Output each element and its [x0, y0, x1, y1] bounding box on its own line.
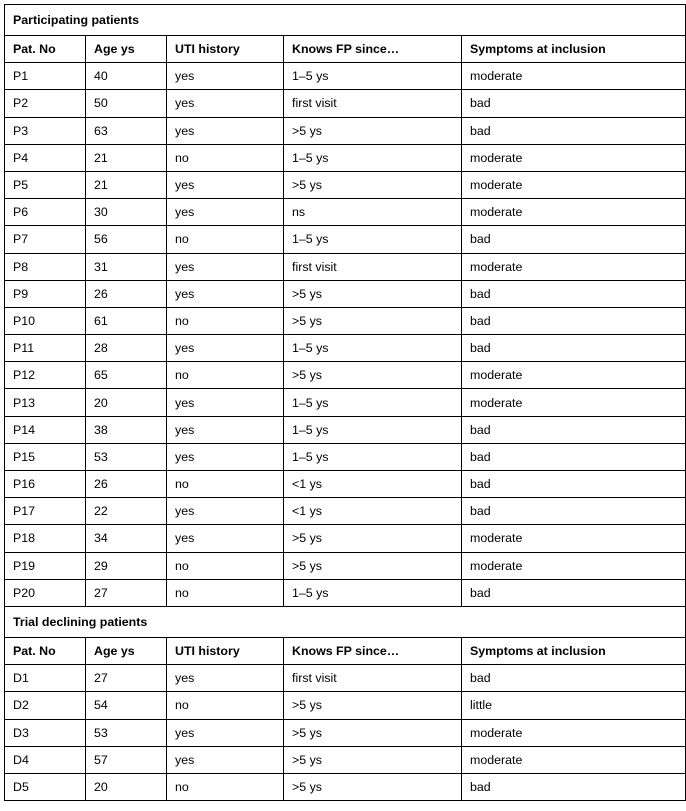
- table-cell: 38: [86, 416, 167, 443]
- table-cell: first visit: [284, 665, 462, 692]
- table-cell: moderate: [462, 171, 686, 198]
- table-cell: P8: [5, 253, 86, 280]
- table-cell: no: [167, 471, 284, 498]
- table-cell: yes: [167, 171, 284, 198]
- table-cell: yes: [167, 665, 284, 692]
- section-title-row: [5, 606, 686, 637]
- table-cell: 28: [86, 335, 167, 362]
- table-cell: no: [167, 362, 284, 389]
- table-cell: P18: [5, 525, 86, 552]
- table-row: [5, 90, 686, 117]
- table-row: [5, 335, 686, 362]
- table-cell: yes: [167, 280, 284, 307]
- table-cell: D5: [5, 773, 86, 800]
- table-cell: yes: [167, 443, 284, 470]
- table-row: [5, 144, 686, 171]
- table-cell: little: [462, 692, 686, 719]
- table-cell: 26: [86, 471, 167, 498]
- table-cell: <1 ys: [284, 471, 462, 498]
- table-cell: ns: [284, 199, 462, 226]
- table-cell: 1–5 ys: [284, 226, 462, 253]
- table-cell: D3: [5, 719, 86, 746]
- table-cell: 65: [86, 362, 167, 389]
- table-cell: 1–5 ys: [284, 144, 462, 171]
- table-cell: 29: [86, 552, 167, 579]
- table-cell: bad: [462, 226, 686, 253]
- table-cell: >5 ys: [284, 773, 462, 800]
- table-row: [5, 117, 686, 144]
- table-cell: >5 ys: [284, 746, 462, 773]
- table-row: [5, 665, 686, 692]
- table-cell: D2: [5, 692, 86, 719]
- table-cell: 53: [86, 443, 167, 470]
- table-cell: 27: [86, 579, 167, 606]
- column-header: Knows FP since…: [284, 637, 462, 664]
- table-cell: moderate: [462, 719, 686, 746]
- table-row: [5, 746, 686, 773]
- header-row: [5, 36, 686, 63]
- table-cell: P12: [5, 362, 86, 389]
- table-row: [5, 199, 686, 226]
- column-header: UTI history: [167, 637, 284, 664]
- table-cell: bad: [462, 280, 686, 307]
- table-cell: yes: [167, 335, 284, 362]
- table-cell: 20: [86, 773, 167, 800]
- table-cell: bad: [462, 443, 686, 470]
- table-cell: >5 ys: [284, 117, 462, 144]
- table-cell: no: [167, 692, 284, 719]
- table-cell: no: [167, 552, 284, 579]
- section-title: Participating patients: [5, 5, 686, 36]
- table-row: [5, 443, 686, 470]
- table-cell: >5 ys: [284, 280, 462, 307]
- table-cell: P1: [5, 63, 86, 90]
- table-cell: 53: [86, 719, 167, 746]
- column-header: UTI history: [167, 36, 284, 63]
- table-cell: 21: [86, 144, 167, 171]
- section-title: Trial declining patients: [5, 606, 686, 637]
- table-cell: yes: [167, 389, 284, 416]
- table-cell: no: [167, 144, 284, 171]
- table-cell: yes: [167, 199, 284, 226]
- table-cell: 1–5 ys: [284, 63, 462, 90]
- table-cell: >5 ys: [284, 719, 462, 746]
- table-cell: >5 ys: [284, 692, 462, 719]
- table-cell: P17: [5, 498, 86, 525]
- table-cell: moderate: [462, 144, 686, 171]
- table-cell: bad: [462, 117, 686, 144]
- patients-table-body: [5, 5, 686, 801]
- table-cell: P11: [5, 335, 86, 362]
- table-row: [5, 280, 686, 307]
- table-cell: 34: [86, 525, 167, 552]
- table-cell: P10: [5, 307, 86, 334]
- table-cell: bad: [462, 90, 686, 117]
- table-cell: P16: [5, 471, 86, 498]
- table-cell: 1–5 ys: [284, 416, 462, 443]
- table-cell: 27: [86, 665, 167, 692]
- table-cell: yes: [167, 90, 284, 117]
- table-cell: bad: [462, 773, 686, 800]
- table-row: [5, 253, 686, 280]
- table-cell: >5 ys: [284, 362, 462, 389]
- table-cell: 30: [86, 199, 167, 226]
- table-cell: moderate: [462, 389, 686, 416]
- table-cell: yes: [167, 525, 284, 552]
- table-row: [5, 389, 686, 416]
- table-cell: no: [167, 773, 284, 800]
- table-cell: 31: [86, 253, 167, 280]
- table-cell: bad: [462, 579, 686, 606]
- column-header: Knows FP since…: [284, 36, 462, 63]
- table-cell: moderate: [462, 253, 686, 280]
- table-cell: 26: [86, 280, 167, 307]
- table-row: [5, 416, 686, 443]
- table-cell: moderate: [462, 63, 686, 90]
- table-cell: moderate: [462, 552, 686, 579]
- column-header: Pat. No: [5, 637, 86, 664]
- table-cell: no: [167, 579, 284, 606]
- table-cell: first visit: [284, 90, 462, 117]
- table-cell: P19: [5, 552, 86, 579]
- table-cell: 63: [86, 117, 167, 144]
- table-cell: P13: [5, 389, 86, 416]
- patients-table: [4, 4, 686, 801]
- table-cell: P9: [5, 280, 86, 307]
- column-header: Age ys: [86, 36, 167, 63]
- table-cell: yes: [167, 117, 284, 144]
- table-cell: >5 ys: [284, 307, 462, 334]
- table-cell: D1: [5, 665, 86, 692]
- table-cell: no: [167, 307, 284, 334]
- table-cell: moderate: [462, 525, 686, 552]
- table-cell: moderate: [462, 199, 686, 226]
- table-cell: bad: [462, 416, 686, 443]
- table-cell: bad: [462, 307, 686, 334]
- table-cell: 1–5 ys: [284, 335, 462, 362]
- table-cell: D4: [5, 746, 86, 773]
- table-row: [5, 362, 686, 389]
- table-cell: 61: [86, 307, 167, 334]
- table-cell: 40: [86, 63, 167, 90]
- table-cell: P20: [5, 579, 86, 606]
- table-cell: yes: [167, 746, 284, 773]
- table-row: [5, 63, 686, 90]
- table-cell: P14: [5, 416, 86, 443]
- table-row: [5, 525, 686, 552]
- table-cell: yes: [167, 63, 284, 90]
- table-cell: bad: [462, 471, 686, 498]
- table-cell: bad: [462, 665, 686, 692]
- table-cell: yes: [167, 253, 284, 280]
- table-cell: yes: [167, 416, 284, 443]
- table-cell: <1 ys: [284, 498, 462, 525]
- table-cell: P5: [5, 171, 86, 198]
- table-cell: P3: [5, 117, 86, 144]
- table-cell: 21: [86, 171, 167, 198]
- table-cell: P4: [5, 144, 86, 171]
- table-cell: 1–5 ys: [284, 579, 462, 606]
- table-cell: >5 ys: [284, 552, 462, 579]
- column-header: Symptoms at inclusion: [462, 637, 686, 664]
- table-cell: yes: [167, 719, 284, 746]
- table-cell: bad: [462, 498, 686, 525]
- table-row: [5, 498, 686, 525]
- table-cell: 50: [86, 90, 167, 117]
- column-header: Symptoms at inclusion: [462, 36, 686, 63]
- header-row: [5, 637, 686, 664]
- table-cell: P7: [5, 226, 86, 253]
- table-cell: bad: [462, 335, 686, 362]
- table-cell: moderate: [462, 746, 686, 773]
- table-cell: 1–5 ys: [284, 443, 462, 470]
- table-cell: >5 ys: [284, 171, 462, 198]
- table-cell: 56: [86, 226, 167, 253]
- table-cell: moderate: [462, 362, 686, 389]
- table-cell: no: [167, 226, 284, 253]
- table-cell: P6: [5, 199, 86, 226]
- table-row: [5, 471, 686, 498]
- table-cell: 57: [86, 746, 167, 773]
- table-cell: yes: [167, 498, 284, 525]
- table-cell: 20: [86, 389, 167, 416]
- table-row: [5, 307, 686, 334]
- table-cell: P2: [5, 90, 86, 117]
- table-row: [5, 552, 686, 579]
- table-cell: 1–5 ys: [284, 389, 462, 416]
- table-cell: P15: [5, 443, 86, 470]
- table-row: [5, 719, 686, 746]
- table-row: [5, 579, 686, 606]
- table-row: [5, 692, 686, 719]
- table-cell: >5 ys: [284, 525, 462, 552]
- table-row: [5, 226, 686, 253]
- column-header: Pat. No: [5, 36, 86, 63]
- table-row: [5, 171, 686, 198]
- section-title-row: [5, 5, 686, 36]
- column-header: Age ys: [86, 637, 167, 664]
- table-cell: 54: [86, 692, 167, 719]
- table-cell: 22: [86, 498, 167, 525]
- table-row: [5, 773, 686, 800]
- table-cell: first visit: [284, 253, 462, 280]
